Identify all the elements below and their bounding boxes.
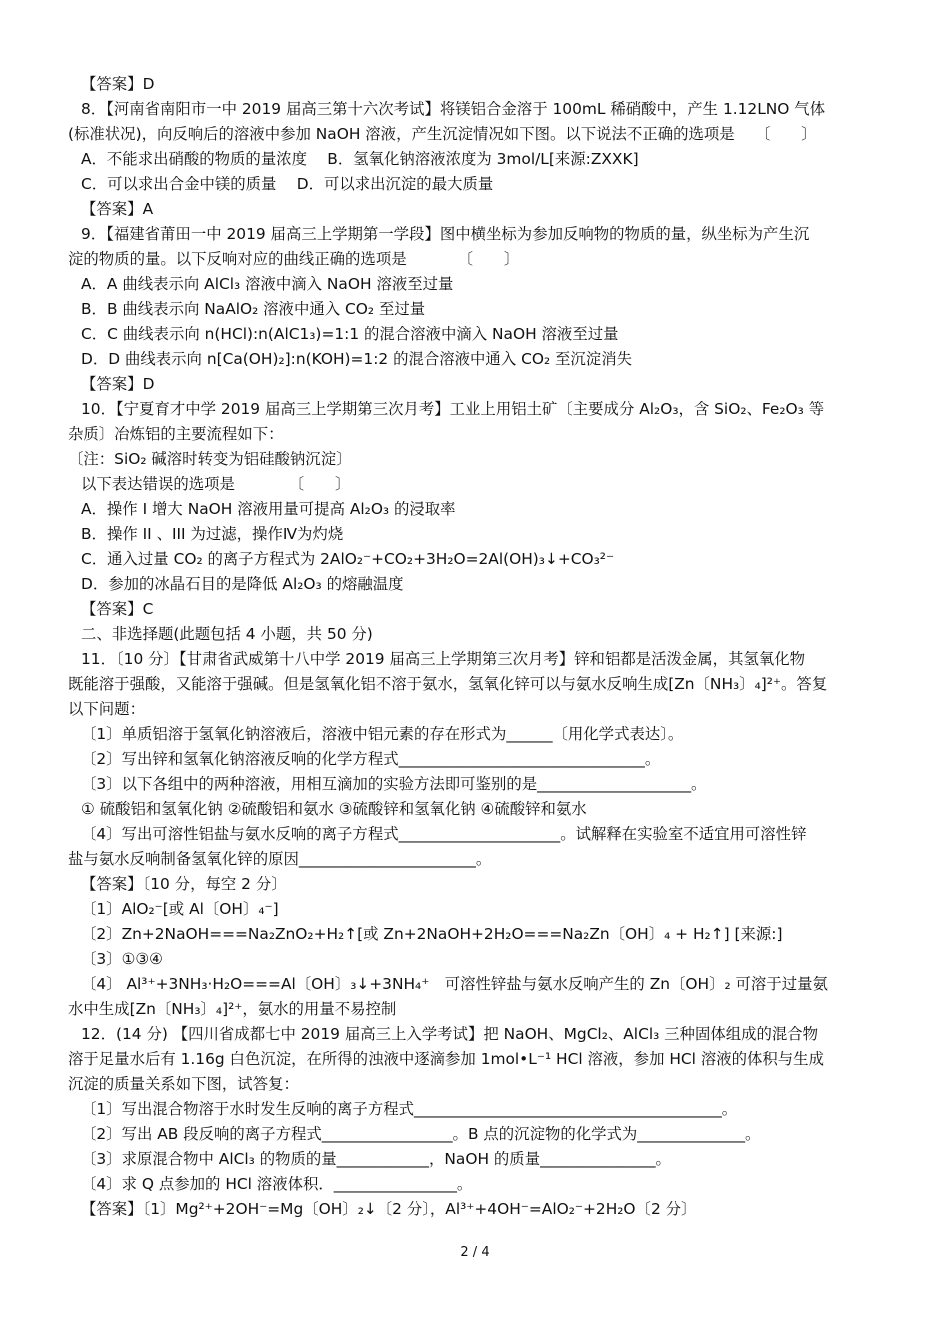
- text-line: 11．〔10 分〕【甘肃省武威第十八中学 2019 届高三上学期第三次月考】锌和铝都是活泼金属，其氢氧化物: [81, 650, 806, 668]
- text-line: 12．(14 分) 【四川省成都七中 2019 届高三上入学考试】把 NaOH、MgCl₂、AlCl₃ 三种固体组成的混合物: [81, 1025, 819, 1043]
- text-line: 【答案】A: [81, 200, 154, 218]
- text-line: 【答案】〔1〕Mg²⁺+2OH⁻=Mg〔OH〕₂↓〔2 分〕，Al³⁺+4OH⁻=AlO₂⁻+2H₂O〔2 分〕: [81, 1200, 697, 1218]
- text-line: D．D 曲线表示向 n[Ca(OH)₂]:n(KOH)=1:2 的混合溶液中通入 CO₂ 至沉淀消失: [81, 350, 632, 368]
- text-line: A．操作 I 增大 NaOH 溶液用量可提高 Al₂O₃ 的浸取率: [81, 500, 456, 518]
- text-line: 以下表达错误的选项是 〔 〕: [81, 475, 351, 493]
- text-line: 【答案】D: [81, 375, 155, 393]
- text-line: 【答案】D: [81, 75, 155, 93]
- text-line: B．操作 II 、III 为过滤，操作Ⅳ为灼烧: [81, 525, 344, 543]
- text-line: 〔2〕写出 AB 段反响的离子方程式_________________。B 点的沉淀物的化学式为______________。: [81, 1125, 761, 1143]
- text-line: ① 硫酸铝和氢氧化钠 ②硫酸铝和氨水 ③硫酸锌和氢氧化钠 ④硫酸锌和氨水: [81, 800, 587, 818]
- text-line: 〔注：SiO₂ 碱溶时转变为铝硅酸钠沉淀〕: [68, 450, 352, 468]
- text-line: 二、非选择题(此题包括 4 小题，共 50 分): [81, 625, 373, 643]
- text-line: 〔3〕求原混合物中 AlCl₃ 的物质的量____________，NaOH 的质量_______________。: [81, 1150, 671, 1168]
- text-line: 9．【福建省莆田一中 2019 届高三上学期第一学段】图中横坐标为参加反响物的物质的量，纵坐标为产生沉: [81, 225, 810, 243]
- text-line: 以下问题：: [68, 700, 145, 718]
- text-line: A．A 曲线表示向 AlCl₃ 溶液中滴入 NaOH 溶液至过量: [81, 275, 454, 293]
- text-line: 〔1〕AlO₂⁻[或 Al〔OH〕₄⁻]: [81, 900, 279, 918]
- text-line: C．可以求出合金中镁的质量 D．可以求出沉淀的最大质量: [81, 175, 494, 193]
- text-line: A．不能求出硝酸的物质的量浓度 B．氢氧化钠溶液浓度为 3mol/L[来源:ZXXK]: [81, 150, 639, 168]
- text-line: 沉淀的质量关系如下图，试答复：: [68, 1075, 299, 1093]
- text-line: 〔3〕①③④: [81, 950, 163, 968]
- text-line: 【答案】〔10 分，每空 2 分〕: [81, 875, 287, 893]
- page-number: 2 / 4: [460, 1245, 490, 1260]
- text-line: (标准状况)，向反响后的溶液中参加 NaOH 溶液，产生沉淀情况如下图。以下说法不正确的选项是 〔 〕: [68, 125, 817, 143]
- text-line: 杂质〕冶炼铝的主要流程如下：: [68, 425, 284, 443]
- text-line: D．参加的冰晶石目的是降低 Al₂O₃ 的熔融温度: [81, 575, 404, 593]
- text-line: 〔4〕写出可溶性铝盐与氨水反响的离子方程式_____________________。试解释在实验室不适宜用可溶性锌: [81, 825, 807, 843]
- text-line: 〔1〕单质铝溶于氢氧化钠溶液后，溶液中铝元素的存在形式为______〔用化学式表达〕。: [81, 725, 684, 743]
- text-line: 〔4〕求 Q 点参加的 HCl 溶液体积．________________。: [81, 1175, 473, 1193]
- text-line: 〔2〕写出锌和氢氧化钠溶液反响的化学方程式________________________________。: [81, 750, 661, 768]
- text-line: 水中生成[Zn〔NH₃〕₄]²⁺，氨水的用量不易控制: [68, 1000, 397, 1018]
- text-line: 淀的物质的量。以下反响对应的曲线正确的选项是 〔 〕: [68, 250, 520, 268]
- text-line: B．B 曲线表示向 NaAlO₂ 溶液中通入 CO₂ 至过量: [81, 300, 426, 318]
- text-line: C．C 曲线表示向 n(HCl):n(AlC1₃)=1:1 的混合溶液中滴入 NaOH 溶液至过量: [81, 325, 619, 343]
- text-line: 【答案】C: [81, 600, 154, 618]
- text-line: 既能溶于强酸，又能溶于强碱。但是氢氧化铝不溶于氨水，氢氧化锌可以与氨水反响生成[Zn〔NH₃〕₄]²⁺。答复: [68, 675, 828, 693]
- text-line: 〔3〕以下各组中的两种溶液，用相互滴加的实验方法即可鉴别的是____________________。: [81, 775, 707, 793]
- text-line: 〔4〕 Al³⁺+3NH₃·H₂O===Al〔OH〕₃↓+3NH₄⁺ 可溶性锌盐与氨水反响产生的 Zn〔OH〕₂ 可溶于过量氨: [81, 975, 828, 993]
- text-line: 〔2〕Zn+2NaOH===Na₂ZnO₂+H₂↑[或 Zn+2NaOH+2H₂O===Na₂Zn〔OH〕₄ + H₂↑] [来源:]: [81, 925, 783, 943]
- text-line: 盐与氨水反响制备氢氧化锌的原因_______________________。: [68, 850, 492, 868]
- text-line: 〔1〕写出混合物溶于水时发生反响的离子方程式________________________________________。: [81, 1100, 738, 1118]
- text-line: 10．【宁夏育才中学 2019 届高三上学期第三次月考】工业上用铝土矿〔主要成分 Al₂O₃，含 SiO₂、Fe₂O₃ 等: [81, 400, 825, 418]
- text-line: C．通入过量 CO₂ 的离子方程式为 2AlO₂⁻+CO₂+3H₂O=2Al(OH)₃↓+CO₃²⁻: [81, 550, 615, 568]
- text-line: 8．【河南省南阳市一中 2019 届高三第十六次考试】将镁铝合金溶于 100mL 稀硝酸中，产生 1.12LNO 气体: [81, 100, 826, 118]
- text-line: 溶于足量水后有 1.16g 白色沉淀，在所得的浊液中逐滴参加 1mol•L⁻¹ HCl 溶液，参加 HCl 溶液的体积与生成: [68, 1050, 824, 1068]
